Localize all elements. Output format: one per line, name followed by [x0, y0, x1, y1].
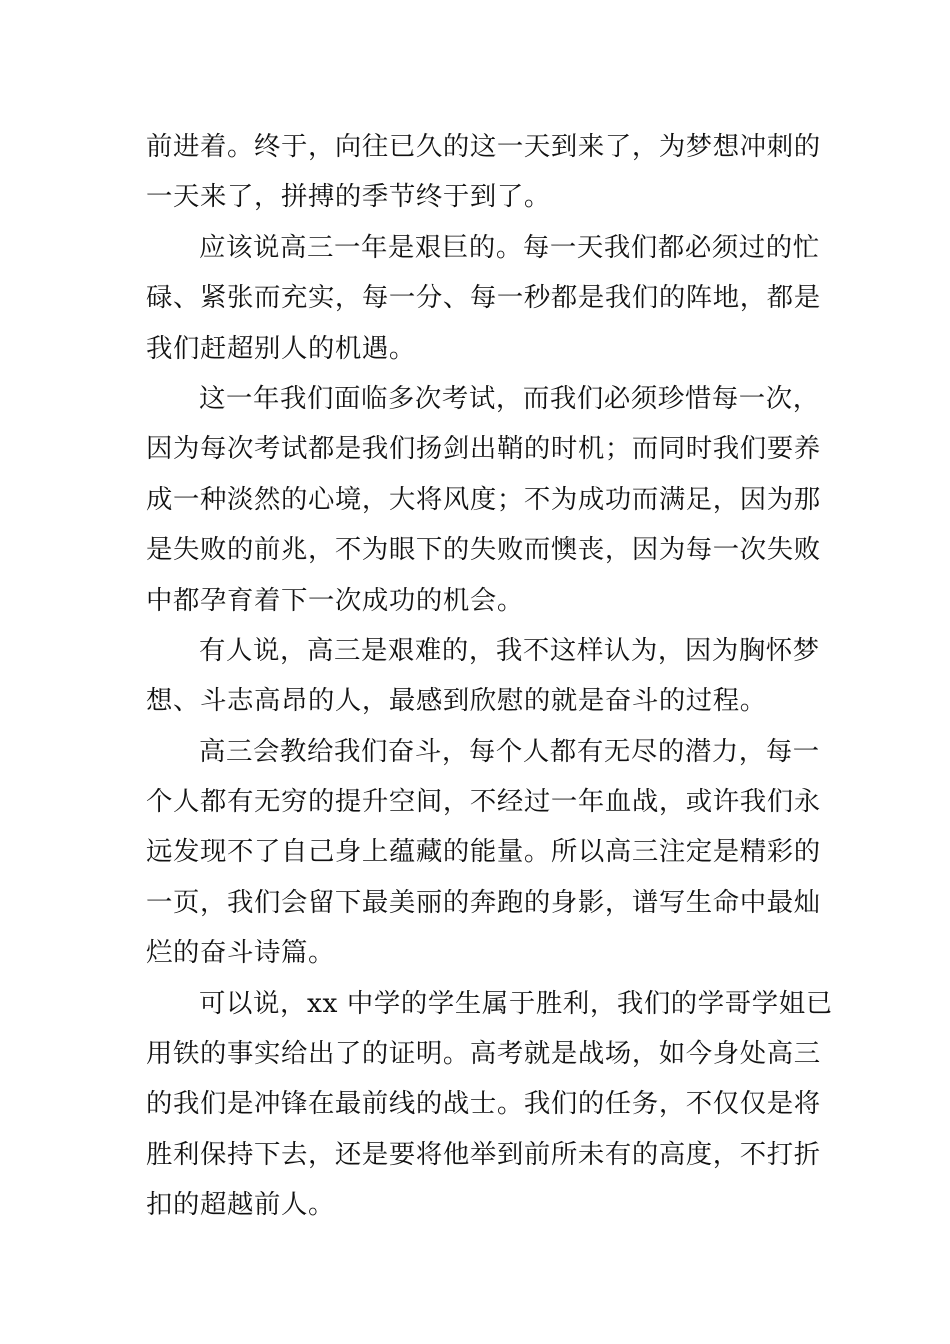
text-line: 一页，我们会留下最美丽的奔跑的身影，谱写生命中最灿 — [146, 886, 821, 918]
text-line: 扣的超越前人。 — [146, 1189, 335, 1221]
text-line: 一天来了，拼搏的季节终于到了。 — [146, 181, 551, 213]
text-line: 用铁的事实给出了的证明。高考就是战场，如今身处高三 — [146, 1038, 821, 1070]
text-line: 烂的奋斗诗篇。 — [146, 937, 335, 969]
paragraph-1 — [146, 122, 821, 223]
text-line: 个人都有无穷的提升空间，不经过一年血战，或许我们永 — [146, 786, 821, 818]
text-line: 应该说高三一年是艰巨的。每一天我们都必须过的忙 — [199, 231, 820, 263]
text-line: 中都孕育着下一次成功的机会。 — [146, 584, 524, 616]
document-body — [146, 122, 833, 1231]
text-line: 可以说，xx 中学的学生属于胜利，我们的学哥学姐已 — [199, 987, 833, 1019]
text-line: 因为每次考试都是我们扬剑出鞘的时机；而同时我们要养 — [146, 433, 821, 465]
text-line: 成一种淡然的心境，大将风度；不为成功而满足，因为那 — [146, 483, 821, 515]
text-line: 高三会教给我们奋斗，每个人都有无尽的潜力，每一 — [199, 735, 820, 767]
text-line: 前进着。终于，向往已久的这一天到来了，为梦想冲刺的 — [146, 131, 821, 162]
text-line: 我们赶超别人的机遇。 — [146, 332, 416, 364]
text-line: 有人说，高三是艰难的，我不这样认为，因为胸怀梦 — [199, 634, 820, 666]
text-line: 胜利保持下去，还是要将他举到前所未有的高度，不打折 — [146, 1138, 821, 1170]
paragraph-2 — [146, 223, 821, 374]
text-line: 远发现不了自己身上蕴藏的能量。所以高三注定是精彩的 — [146, 836, 821, 868]
paragraph-6 — [146, 979, 833, 1231]
text-line: 这一年我们面临多次考试，而我们必须珍惜每一次， — [199, 382, 820, 414]
paragraph-4 — [146, 626, 820, 727]
text-line: 是失败的前兆，不为眼下的失败而懊丧，因为每一次失败 — [146, 534, 821, 566]
text-line: 想、斗志高昂的人，最感到欣慰的就是奋斗的过程。 — [146, 685, 767, 717]
paragraph-3 — [146, 374, 821, 626]
text-line: 碌、紧张而充实，每一分、每一秒都是我们的阵地，都是 — [146, 282, 821, 314]
text-line: 的我们是冲锋在最前线的战士。我们的任务，不仅仅是将 — [146, 1088, 821, 1120]
paragraph-5 — [146, 727, 821, 979]
